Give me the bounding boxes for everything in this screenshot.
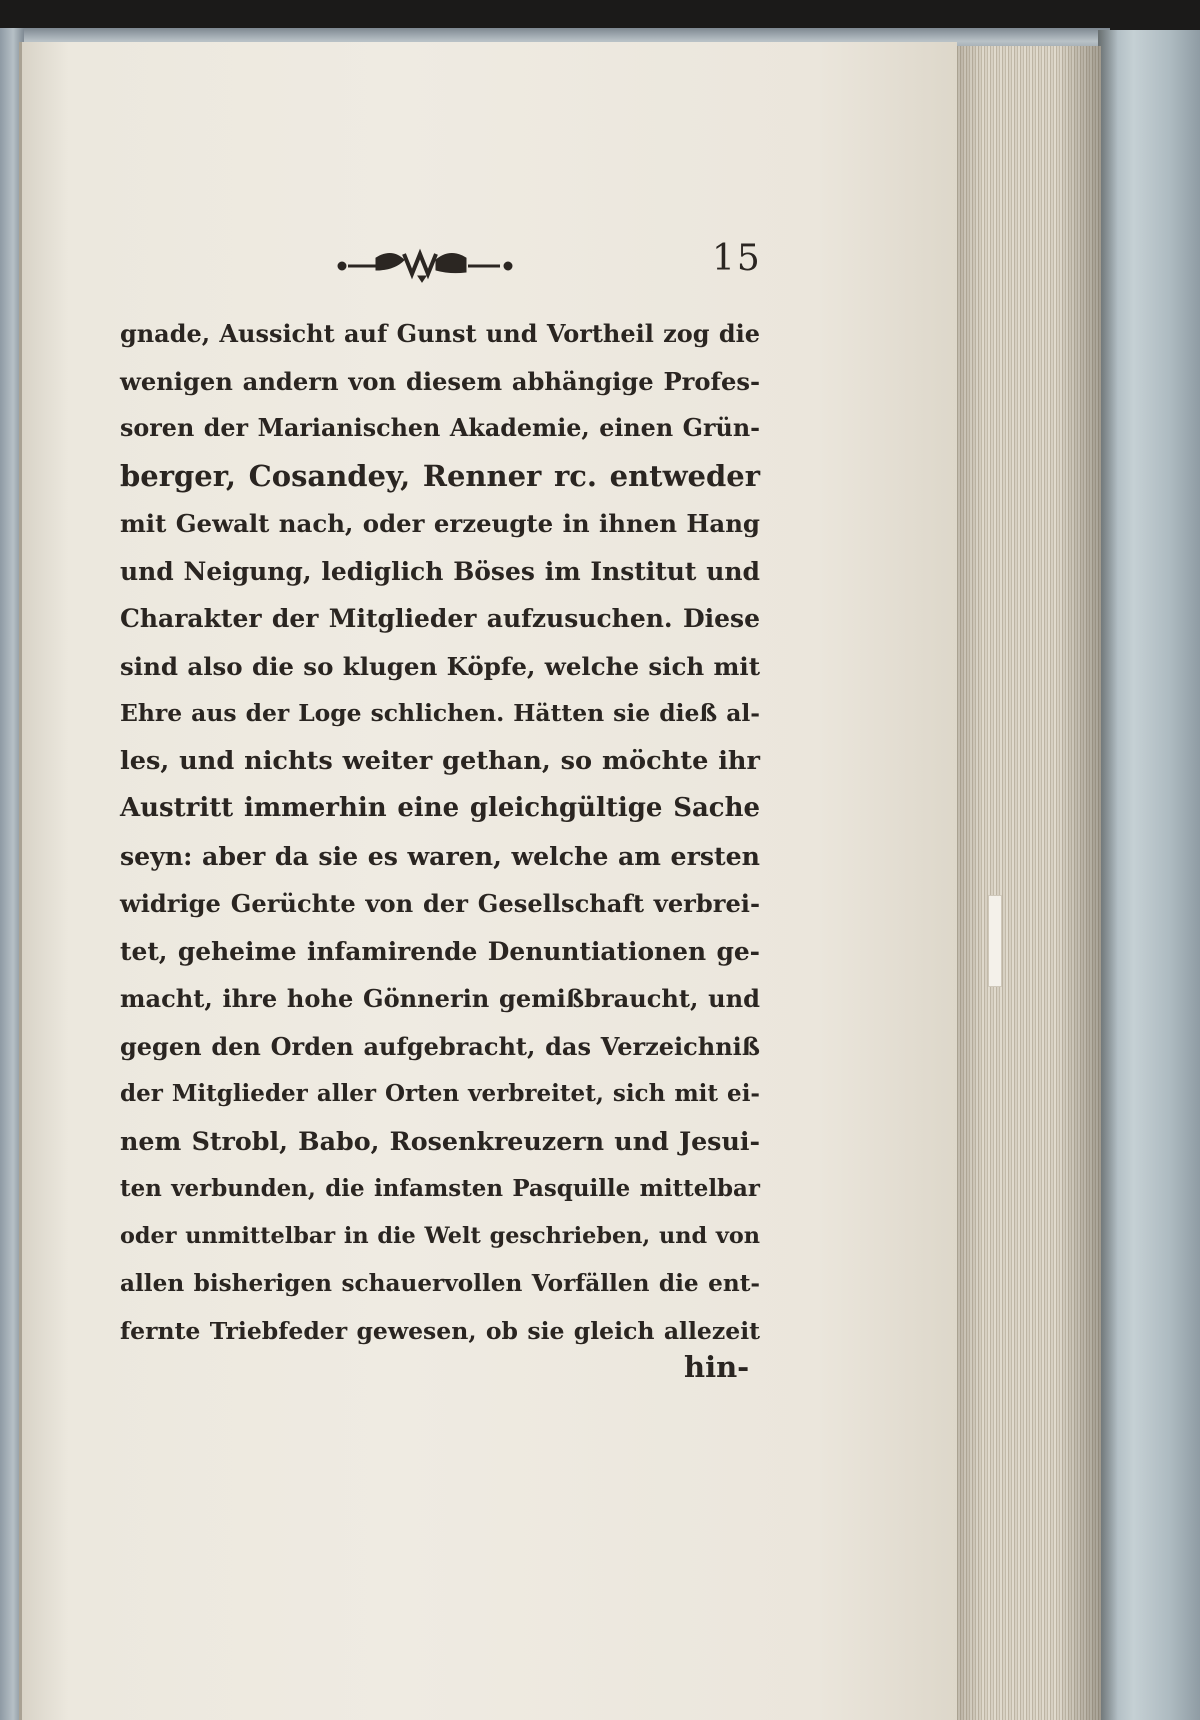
text-line: fernte Triebfeder gewesen, ob sie gleich allezeit <box>120 1316 760 1345</box>
text-line: allen bisherigen schauervollen Vorfällen die ent- <box>120 1270 760 1297</box>
text-line: sind also die so klugen Köpfe, welche sich mit <box>120 651 760 681</box>
text-line: soren der Marianischen Akademie, einen Grün- <box>120 414 760 442</box>
text-line: tet, geheime infamirende Denuntiationen ge- <box>120 936 760 966</box>
text-line: Austritt immerhin eine gleichgültige Sache <box>120 793 760 823</box>
text-line: oder unmittelbar in die Welt geschrieben, und von <box>120 1222 760 1249</box>
text-line: und Neigung, lediglich Böses im Institut und <box>120 556 760 586</box>
text-line: ten verbunden, die infamsten Pasquille mittelbar <box>120 1175 760 1202</box>
ornament-icon <box>332 244 522 284</box>
text-line: nem Strobl, Babo, Rosenkreuzern und Jesui- <box>120 1125 760 1156</box>
gutter-edge <box>19 42 22 1720</box>
body-text <box>120 310 760 1355</box>
book-page <box>22 42 957 1720</box>
cover-shadow <box>1098 30 1118 1720</box>
text-line: macht, ihre hohe Gönnerin gemißbraucht, und <box>120 984 760 1013</box>
text-line: wenigen andern von diesem abhängige Profes- <box>120 366 760 396</box>
text-line: berger, Cosandey, Renner rc. entweder <box>120 458 760 493</box>
text-line: der Mitglieder aller Orten verbreitet, sich mit ei- <box>120 1080 760 1107</box>
catchword: hin- <box>684 1350 750 1384</box>
text-line: seyn: aber da sie es waren, welche am ersten <box>120 840 760 871</box>
text-line: gegen den Orden aufgebracht, das Verzeichniß <box>120 1031 760 1061</box>
page-number: 15 <box>712 238 762 279</box>
text-line: gnade, Aussicht auf Gunst und Vortheil zog die <box>120 319 760 348</box>
text-line: Ehre aus der Loge schlichen. Hätten sie dieß al- <box>120 699 760 727</box>
text-line: mit Gewalt nach, oder erzeugte in ihnen Hang <box>120 509 760 538</box>
text-line: Charakter der Mitglieder aufzusuchen. Diese <box>120 604 760 633</box>
page-fore-edges-shade <box>955 46 1101 1720</box>
text-line: les, und nichts weiter gethan, so möchte ihr <box>120 745 760 776</box>
text-line: widrige Gerüchte von der Gesellschaft verbrei- <box>120 889 760 918</box>
bookmark-slip <box>988 895 1002 987</box>
page-header <box>122 238 762 304</box>
